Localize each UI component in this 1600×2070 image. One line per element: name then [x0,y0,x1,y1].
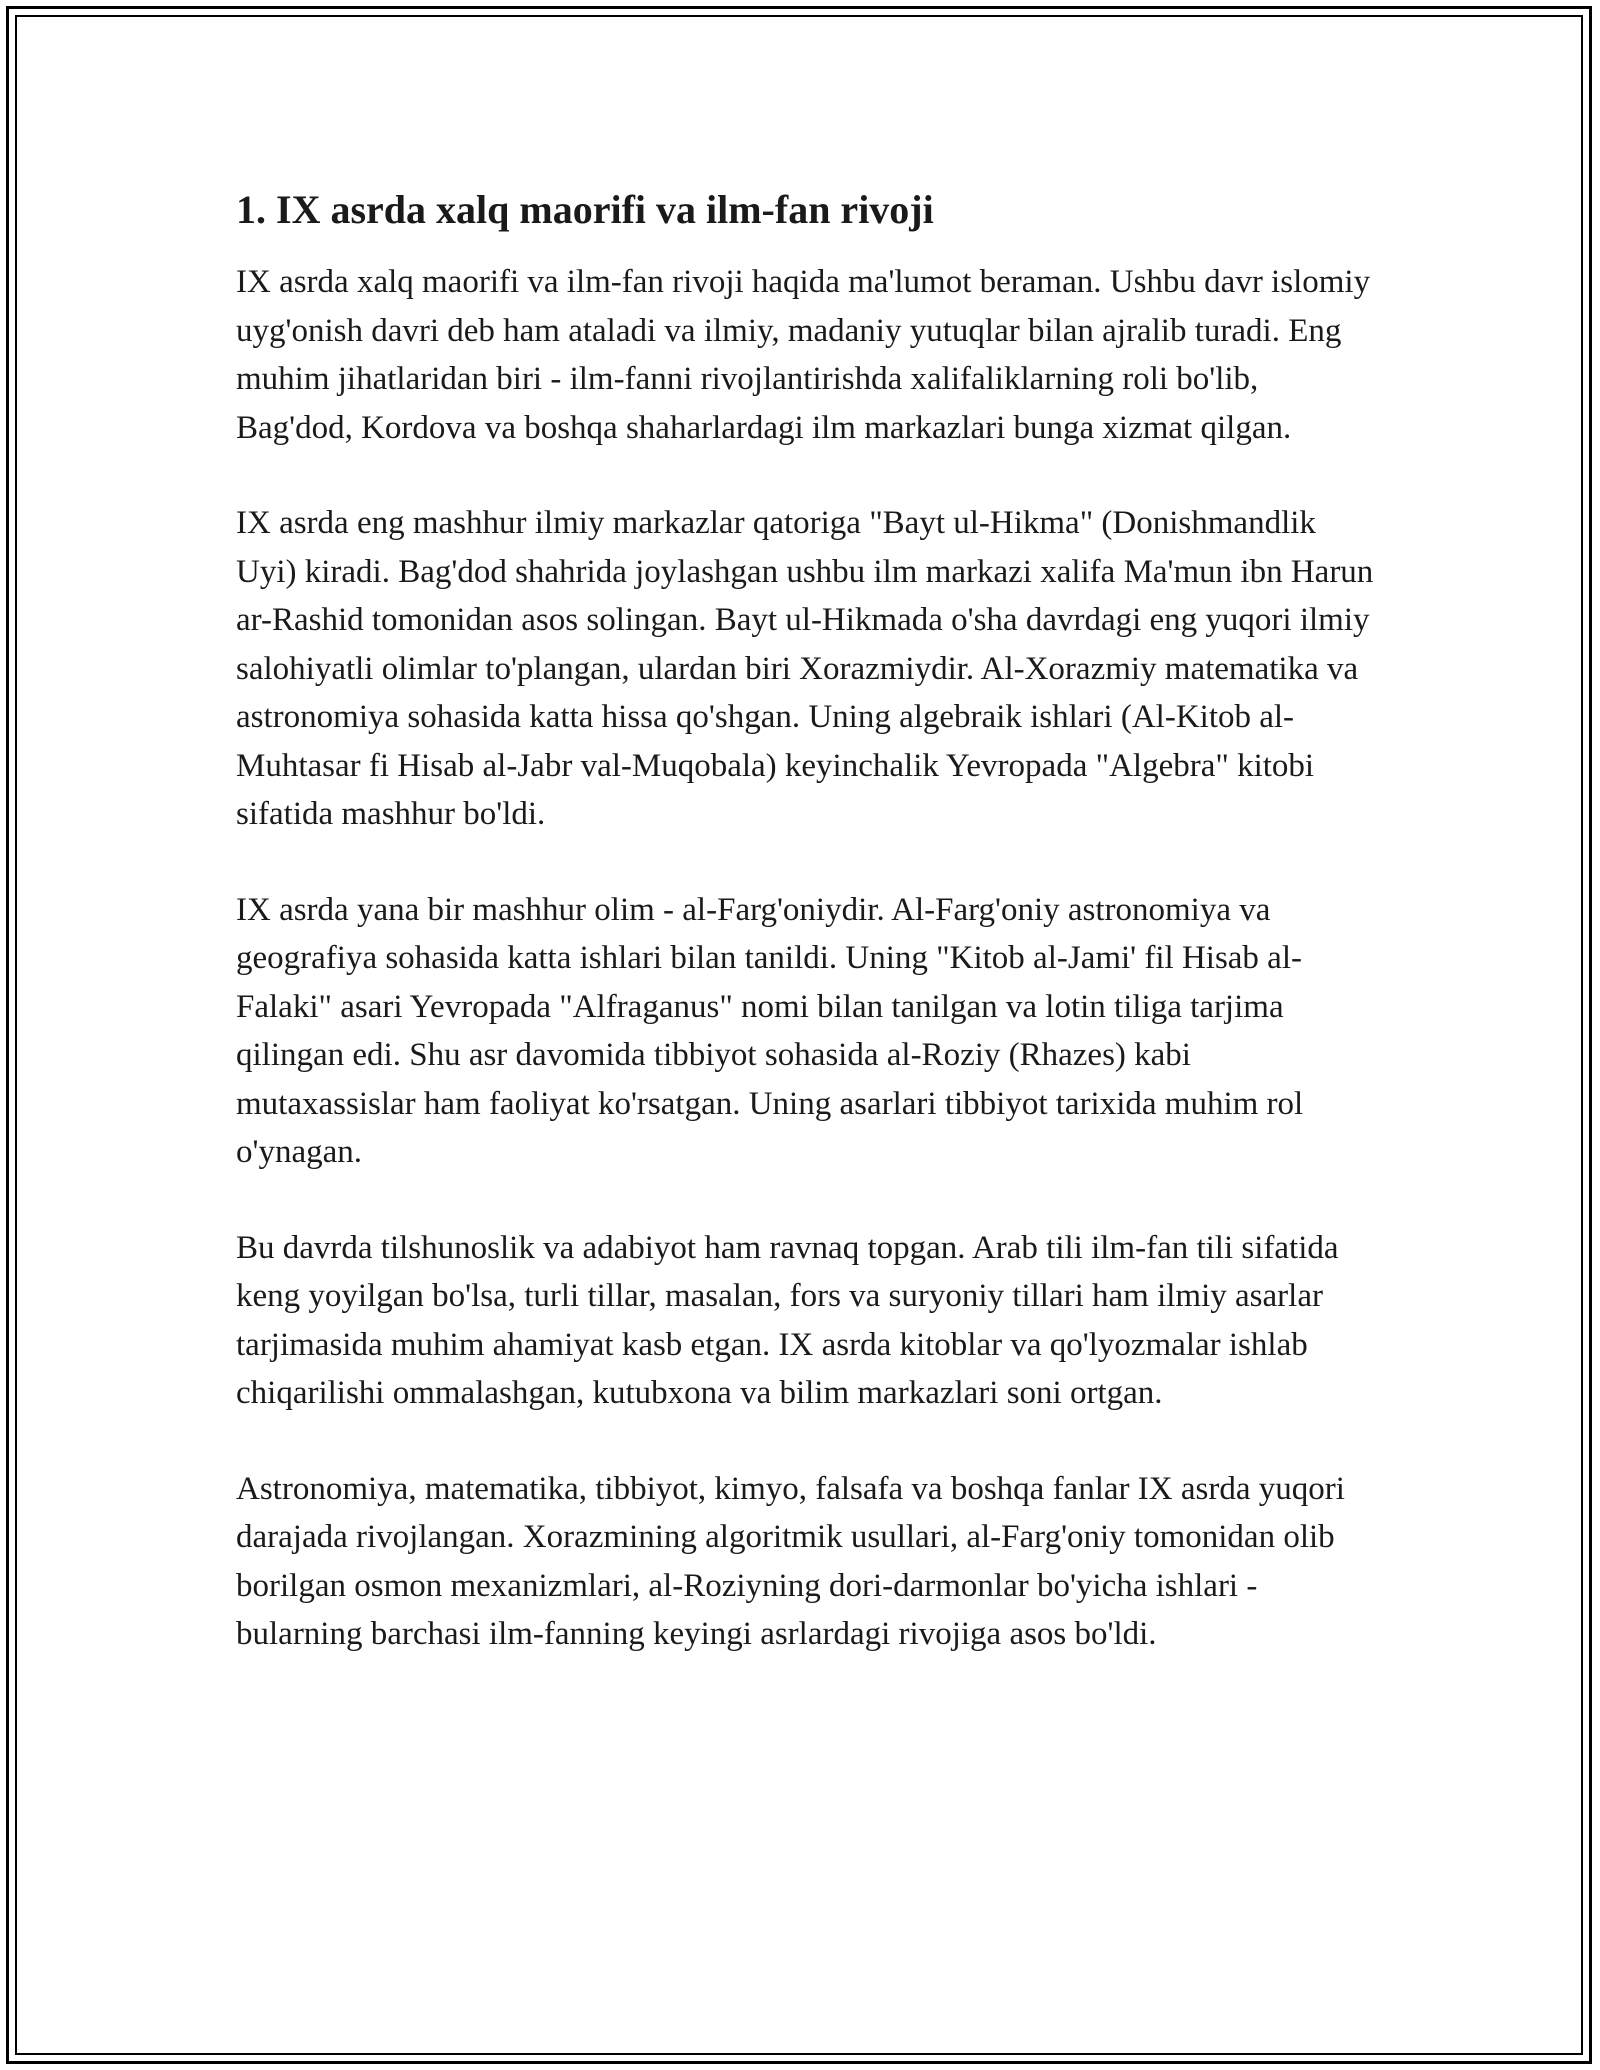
paragraph-linguistics: Bu davrda tilshunoslik va adabiyot ham ravnaq topgan. Arab tili ilm-fan tili sifatida keng yoyilgan bo'lsa, turli tillar, masalan, fors va suryoniy tillari ham ilmiy asarlar tarjimasida muhim ahamiyat kasb etgan. IX asrda kitoblar va qo'lyozmalar ishlab chiqarilishi ommalashgan, kutubxona va bilim markazlari soni ortgan. [236,1229,1339,1411]
document-body [236,186,1376,1706]
paragraph-al-fargoniy: IX asrda yana bir mashhur olim - al-Farg'oniydir. Al-Farg'oniy astronomiya va geografiya sohasida katta ishlari bilan tanildi. Uning "Kitob al-Jami' fil Hisab al-Falaki" asari Yevropada "Alfraganus" nomi bilan tanilgan va lotin tiliga tarjima qilingan edi. Shu asr davomida tibbiyot sohasida al-Roziy (Rhazes) kabi mutaxassislar ham faoliyat ko'rsatgan. Uning asarlari tibbiyot tarixida muhim rol o'ynagan. [236,891,1304,1170]
paragraph-bayt-ul-hikma: IX asrda eng mashhur ilmiy markazlar qatoriga "Bayt ul-Hikma" (Donishmandlik Uyi) kiradi. Bag'dod shahrida joylashgan ushbu ilm markazi xalifa Ma'mun ibn Harun ar-Rashid tomonidan asos solingan. Bayt ul-Hikmada o'sha davrdagi eng yuqori ilmiy salohiyatli olimlar to'plangan, ulardan biri Xorazmiydir. Al-Xorazmiy matematika va astronomiya sohasida katta hissa qo'shgan. Uning algebraik ishlari (Al-Kitob al-Muhtasar fi Hisab al-Jabr val-Muqobala) keyinchalik Yevropada "Algebra" kitobi sifatida mashhur bo'ldi. [236,505,1374,832]
paragraph-sciences: Astronomiya, matematika, tibbiyot, kimyo, falsafa va boshqa fanlar IX asrda yuqori darajada rivojlangan. Xorazmining algoritmik usullari, al-Farg'oniy tomonidan olib borilgan osmon mexanizmlari, al-Roziyning dori-darmonlar bo'yicha ishlari - bularning barchasi ilm-fanning keyingi asrlardagi rivojiga asos bo'ldi. [236,1470,1345,1652]
paragraph-intro: IX asrda xalq maorifi va ilm-fan rivoji haqida ma'lumot beraman. Ushbu davr islomiy uyg'onish davri deb ham ataladi va ilmiy, madaniy yutuqlar bilan ajralib turadi. Eng muhim jihatlaridan biri - ilm-fanni rivojlantirishda xalifaliklarning roli bo'lib, Bag'dod, Kordova va boshqa shaharlardagi ilm markazlari bunga xizmat qilgan. [236,264,1371,446]
document-title: 1. IX asrda xalq maorifi va ilm-fan rivoji [236,187,934,232]
